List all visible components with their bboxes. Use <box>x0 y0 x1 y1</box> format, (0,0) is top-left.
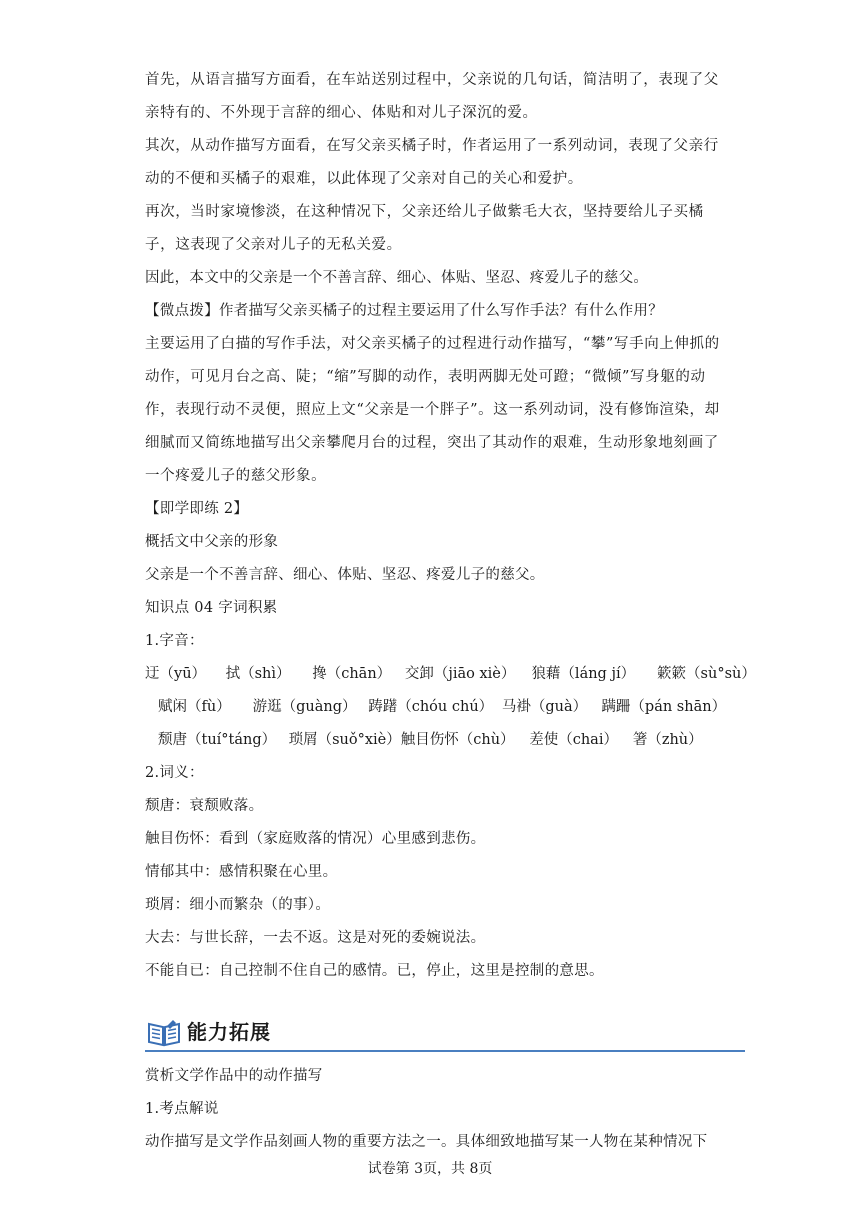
tip-answer: 主要运用了白描的写作手法，对父亲买橘子的过程进行动作描写，“攀”写手向上伸抓的动作，可见月台之高、陡；“缩”写脚的动作，表明两脚无处可蹬；“微倾”写身躯的动作，表现行动不灵便，照应上文“父亲是一个胖子”。这一系列动词，没有修饰渲染，却细腻而又简练地描写出父亲攀爬月台的过程，突出了其动作的艰难，生动形象地刻画了一个疼爱儿子的慈父形象。 <box>145 336 720 484</box>
pronunciation-row-1 <box>145 658 756 691</box>
pronunciation-item: 游逛（guàng） <box>252 699 357 715</box>
pronunciation-row-2 <box>158 691 726 724</box>
pronunciation-item: 簌簌（sù°sù） <box>657 666 756 682</box>
pronunciation-item: 箸（zhù） <box>632 732 703 748</box>
paragraph-action-description: 其次，从动作描写方面看，在写父亲买橘子时，作者运用了一系列动词，表现了父亲行动的不便和买橘子的艰难，以此体现了父亲对自己的关心和爱护。 <box>145 138 719 187</box>
banner-title: 能力拓展 <box>187 1020 271 1044</box>
pronunciation-item: 迂（yū） <box>145 666 207 682</box>
pronunciation-item: 差使（chai） <box>529 732 618 748</box>
pronunciation-item: 交卸（jiāo xiè） <box>404 666 516 682</box>
pronunciation-item: 琐屑（suǒ°xiè）触目伤怀（chù） <box>288 732 515 748</box>
pronunciation-item: 搀（chān） <box>312 666 392 682</box>
vocab-item: 触目伤怀：看到（家庭败落的情况）心里感到悲伤。 <box>145 831 486 847</box>
tip-question: 【微点拨】作者描写父亲买橘子的过程主要运用了什么写作手法？有什么作用？ <box>145 303 663 319</box>
vocab-item: 颓唐：衰颓败落。 <box>145 798 264 814</box>
vocab-item: 琐屑：细小而繁杂（的事）。 <box>145 897 331 913</box>
paragraph-conclusion: 因此，本文中的父亲是一个不善言辞、细心、体贴、坚忍、疼爱儿子的慈父。 <box>145 270 649 286</box>
practice-heading: 【即学即练 2】 <box>145 501 249 517</box>
paragraph-language-description: 首先，从语言描写方面看，在车站送别过程中，父亲说的几句话，简洁明了，表现了父亲特有的、不外现于言辞的细心、体贴和对儿子深沉的爱。 <box>145 72 719 121</box>
pronunciation-item: 踌躇（chóu chú） <box>368 699 494 715</box>
practice-question: 概括文中父亲的形象 <box>145 534 279 550</box>
pronunciation-row-3 <box>158 724 703 757</box>
vocab-item: 大去：与世长辞，一去不返。这是对死的委婉说法。 <box>145 930 486 946</box>
section-banner <box>145 1016 745 1052</box>
vocab-item: 情郁其中：感情积聚在心里。 <box>145 864 338 880</box>
banner-divider <box>145 1050 745 1052</box>
practice-answer: 父亲是一个不善言辞、细心、体贴、坚忍、疼爱儿子的慈父。 <box>145 567 545 583</box>
pronunciation-item: 颓唐（tuí°táng） <box>158 732 277 748</box>
point-heading: 1.考点解说 <box>145 1101 219 1117</box>
extension-subtitle: 赏析文学作品中的动作描写 <box>145 1068 323 1084</box>
point-text: 动作描写是文学作品刻画人物的重要方法之一。具体细致地描写某一人物在某种情况下 <box>145 1134 708 1150</box>
pronunciation-item: 拭（shì） <box>225 666 291 682</box>
vocab-item: 不能自已：自己控制不住自己的感情。已，停止，这里是控制的意思。 <box>145 963 604 979</box>
vocab-heading: 2.词义： <box>145 765 204 781</box>
pronunciation-item: 蹒跚（pán shān） <box>601 699 727 715</box>
pronunciation-item: 狼藉（láng jí） <box>531 666 636 682</box>
knowledge-heading: 知识点 04 字词积累 <box>145 600 278 616</box>
pronunciation-item: 马褂（guà） <box>501 699 588 715</box>
page-footer: 试卷第 3页，共 8页 <box>367 1161 493 1177</box>
pronunciation-item: 赋闲（fù） <box>158 699 231 715</box>
paragraph-family-situation: 再次，当时家境惨淡，在这种情况下，父亲还给儿子做紫毛大衣，坚持要给儿子买橘子，这表现了父亲对儿子的无私关爱。 <box>145 204 704 253</box>
open-book-icon <box>147 1018 181 1048</box>
pronunciation-heading: 1.字音： <box>145 633 204 649</box>
